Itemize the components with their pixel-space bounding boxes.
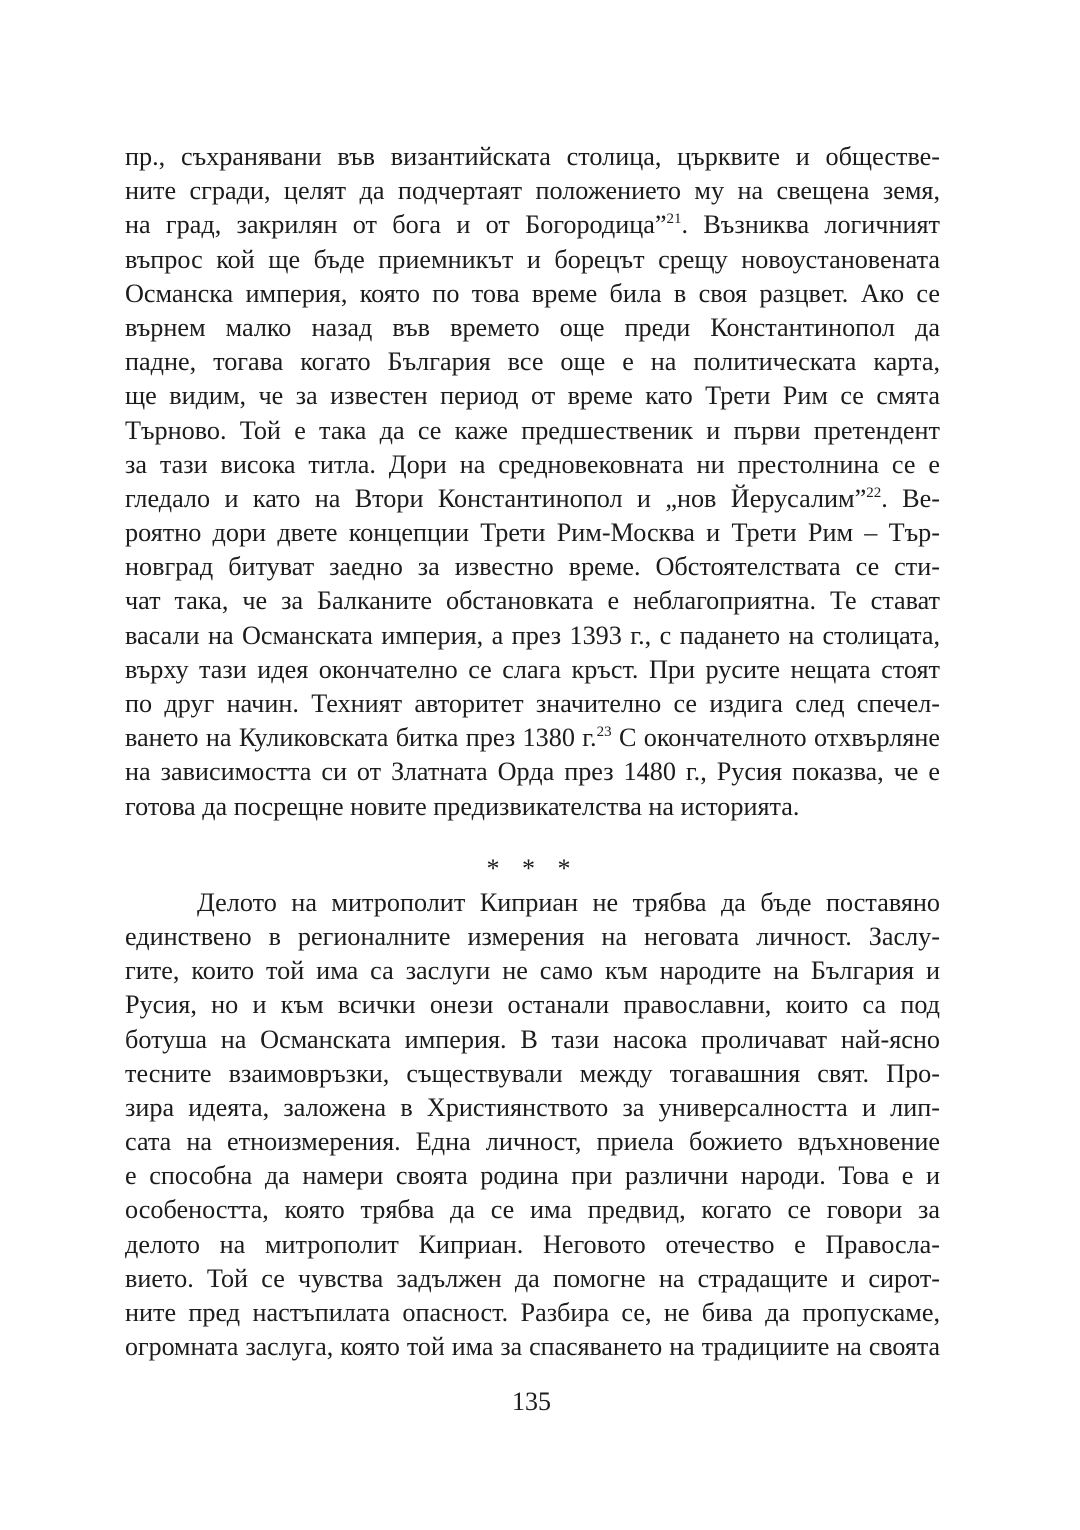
text-line: чат така, че за Балканите обстановката е неблагоприятна. Те стават <box>125 586 940 616</box>
text-line: зира идеята, заложена в Християнството за универсалността и лип- <box>125 1092 940 1122</box>
text-line: особеността, която трябва да се има предвид, когато се говори за <box>125 1195 940 1225</box>
text-line: пр., съхранявани във византийската столица, църквите и обществе- <box>125 142 940 171</box>
text-line: ботуша на Османската империя. В тази насока проличават най-ясно <box>125 1024 940 1054</box>
text-line: сата на етноизмерения. Една личност, приела божието вдъхновение <box>125 1127 940 1157</box>
paragraph <box>125 886 940 1365</box>
text-line: васали на Османската империя, а през 1393 г., с падането на столицата, <box>125 620 940 650</box>
section-separator: * * * <box>486 853 579 883</box>
text-line: въпрос кой ще бъде приемникът и борецът срещу новоустановената <box>125 244 940 274</box>
text-line: Делото на митрополит Киприан не трябва да бъде поставяно <box>197 887 940 917</box>
paragraph <box>125 140 940 824</box>
text-line: Търново. Той е така да се каже предшественик и първи претендент <box>125 415 940 445</box>
text-line: падне, тогава когато България все още е на политическата карта, <box>125 347 940 377</box>
text-line: за тази висока титла. Дори на средновековната ни престолнина се е <box>125 449 940 479</box>
text-line: вието. Той се чувства задължен да помогне на страдащите и сирот- <box>125 1263 940 1293</box>
text-line: делото на митрополит Киприан. Неговото отечество е Правосла- <box>125 1229 940 1259</box>
text-line: върнем малко назад във времето още преди Константинопол да <box>125 312 940 342</box>
text-line: роятно дори двете концепции Трети Рим-Москва и Трети Рим – Тър- <box>125 518 940 548</box>
text-line <box>125 721 940 755</box>
footnote-ref: 23 <box>596 724 612 741</box>
text-line: огромната заслуга, която той има за спасяването на традициите на своята <box>125 1332 940 1362</box>
text-line: гите, които той има са заслуги не само към народите на България и <box>125 956 940 986</box>
text-segment: на град, закрилян от бога и от Богородица” <box>125 210 667 240</box>
footnote-ref: 21 <box>666 211 682 228</box>
text-line: на зависимостта си от Златната Орда през 1480 г., Русия показва, че е <box>125 757 940 787</box>
footnote-ref: 22 <box>866 484 882 501</box>
text-line <box>125 208 940 242</box>
page-body <box>125 140 940 1364</box>
text-segment: гледало и като на Втори Константинопол и „нов Йерусалим” <box>125 483 867 513</box>
text-line: ните сгради, целят да подчертаят положението му на свещена земя, <box>125 176 940 206</box>
text-segment: ването на Куликовската битка през 1380 г. <box>125 723 597 753</box>
text-line: върху тази идея окончателно се слага кръст. При русите нещата стоят <box>125 654 940 684</box>
text-line: по друг начин. Техният авторитет значително се издига след спечел- <box>125 689 940 718</box>
text-line <box>125 482 940 516</box>
text-segment: . Възниква логичният <box>681 210 940 240</box>
text-line: готова да посрещне новите предизвикателства на историята. <box>125 791 800 821</box>
page-number: 135 <box>512 1387 551 1416</box>
text-line: тесните взаимовръзки, съществували между тогавашния свят. Про- <box>125 1058 940 1088</box>
text-segment: . Ве- <box>881 483 940 513</box>
text-line: ще видим, че за известен период от време като Трети Рим се смята <box>125 381 940 411</box>
text-line: ните пред настъпилата опасност. Разбира се, не бива да пропускаме, <box>125 1298 940 1327</box>
text-line: новград битуват заедно за известно време. Обстоятелствата се сти- <box>125 552 940 582</box>
text-line: единствено в регионалните измерения на неговата личност. Заслу- <box>125 921 940 951</box>
text-segment: С окончателното отхвърляне <box>611 723 940 753</box>
text-line: е способна да намери своята родина при различни народи. Това е и <box>125 1161 940 1191</box>
text-line: Османска империя, която по това време била в своя разцвет. Ако се <box>125 278 940 308</box>
text-line: Русия, но и към всички онези останали православни, които са под <box>125 990 940 1020</box>
